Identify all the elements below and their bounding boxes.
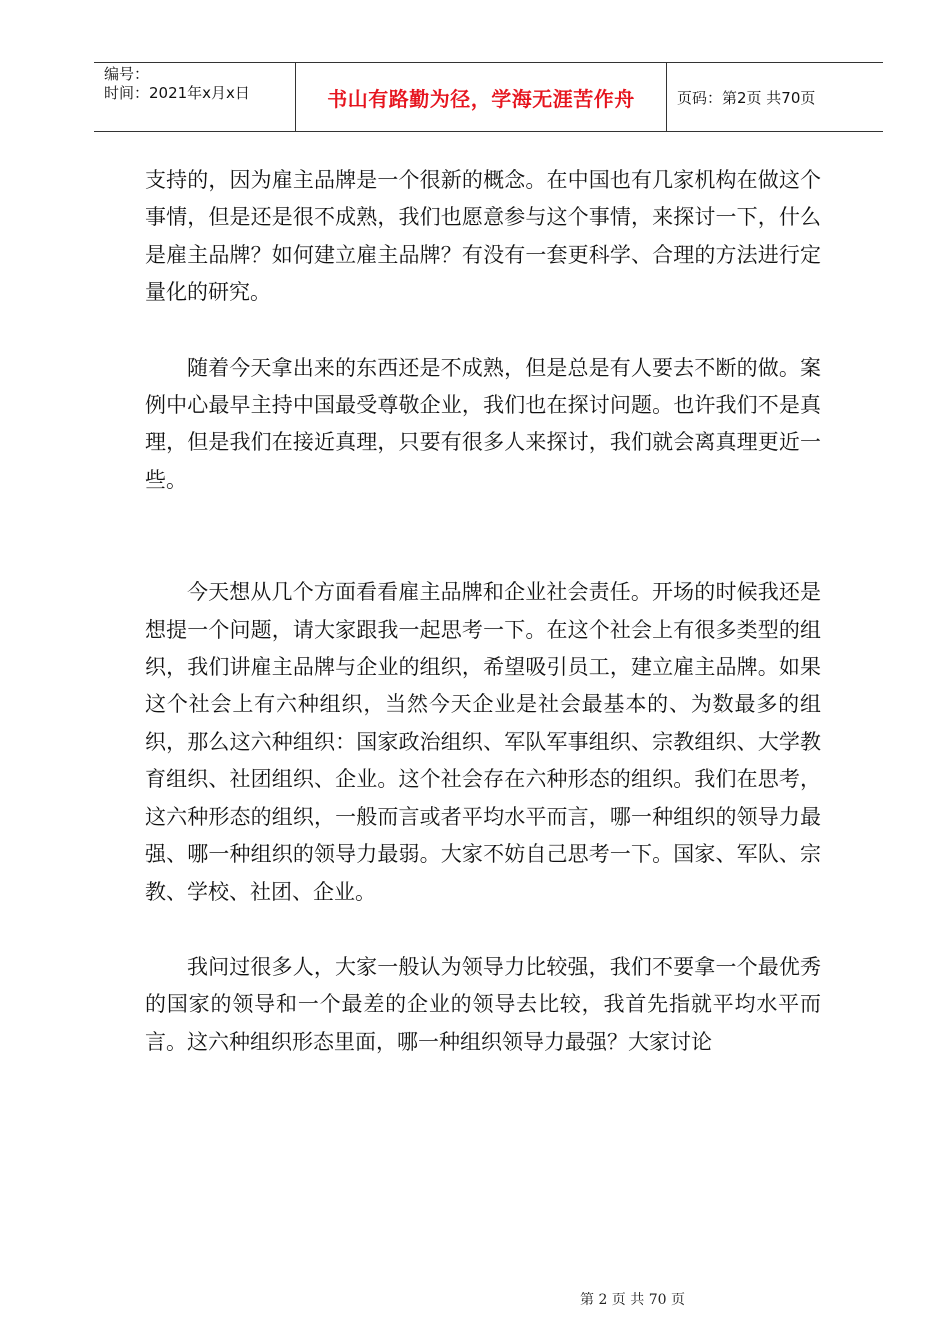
page-footer: 第 2 页 共 70 页	[580, 1292, 685, 1308]
paragraph: 支持的，因为雇主品牌是一个很新的概念。在中国也有几家机构在做这个事情，但是还是很不成熟，我们也愿意参与这个事情，来探讨一下，什么是雇主品牌？如何建立雇主品牌？有没有一套更科学、合理的方法进行定量化的研究。	[145, 168, 821, 305]
header-divider	[666, 63, 667, 131]
document-number-label: 编号：	[104, 65, 150, 83]
header-meta	[104, 65, 294, 103]
paragraph: 今天想从几个方面看看雇主品牌和企业社会责任。开场的时候我还是想提一个问题，请大家跟我一起思考一下。在这个社会上有很多类型的组织，我们讲雇主品牌与企业的组织，希望吸引员工，建立雇主品牌。如果这个社会上有六种组织，当然今天企业是社会最基本的、为数最多的组织，那么这六种组织：国家政治组织、军队军事组织、宗教组织、大学教育组织、社团组织、企业。这个社会存在六种形态的组织。我们在思考，这六种形态的组织，一般而言或者平均水平而言，哪一种组织的领导力最强、哪一种组织的领导力最弱。大家不妨自己思考一下。国家、军队、宗教、学校、社团、企业。	[145, 580, 821, 904]
header-motto: 书山有路勤为径，学海无涯苦作舟	[327, 86, 635, 111]
page-header	[94, 62, 883, 132]
paragraph: 我问过很多人，大家一般认为领导力比较强，我们不要拿一个最优秀的国家的领导和一个最差的企业的领导去比较，我首先指就平均水平而言。这六种组织形态里面，哪一种组织领导力最强？大家讨论	[145, 954, 821, 1054]
document-time-label: 时间：2021年x月x日	[104, 84, 250, 102]
document-body	[145, 162, 821, 1061]
paragraph: 随着今天拿出来的东西还是不成熟，但是总是有人要去不断的做。案例中心最早主持中国最受尊敬企业，我们也在探讨问题。也许我们不是真理，但是我们在接近真理，只要有很多人来探讨，我们就会离真理更近一些。	[145, 355, 821, 492]
header-page-number: 页码：第2页 共70页	[677, 88, 816, 107]
